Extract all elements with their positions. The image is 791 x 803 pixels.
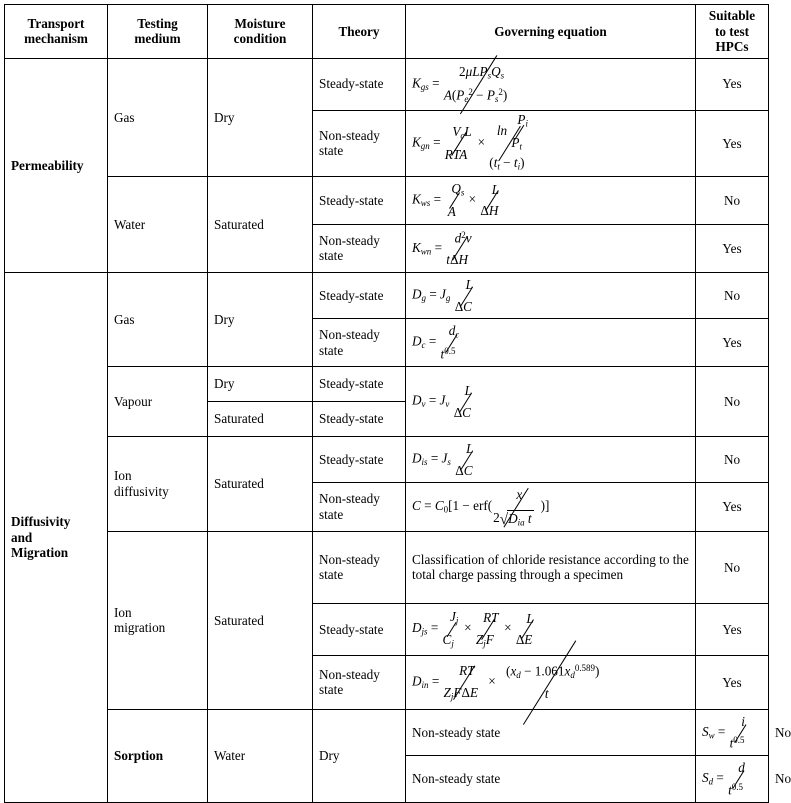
cell-equation: $K_{wn}$ = $d^2v$ tΔH — [406, 224, 696, 272]
cell-theory: Non-steady state — [313, 655, 406, 709]
col-header-suitable-hpcs: Suitable to test HPCs — [696, 5, 769, 59]
col-header-governing-equation: Governing equation — [406, 5, 696, 59]
cell-medium-water: Water — [208, 709, 313, 802]
col-header-transport-mechanism: Transport mechanism — [5, 5, 108, 59]
cell-suitable: No — [696, 437, 769, 483]
cell-suitable: No — [696, 367, 769, 437]
cell-medium-water: Water — [108, 176, 208, 272]
cell-mechanism-permeability: Permeability — [5, 58, 108, 272]
table-row: Sorption Water Dry Non-steady state $S_w$ = i $t^{0.5}$ No — [5, 709, 769, 755]
cell-theory: Non-steady state — [406, 756, 696, 802]
cell-theory: Non-steady state — [313, 110, 406, 176]
cell-moisture-dry: Dry — [208, 272, 313, 366]
cell-theory: Non-steady state — [313, 224, 406, 272]
col-header-testing-medium: Testing medium — [108, 5, 208, 59]
cell-mechanism-diffusivity-migration: Diffusivity and Migration — [5, 272, 108, 802]
cell-suitable: No — [696, 272, 769, 318]
table-row — [5, 531, 769, 603]
cell-equation: $D_{in}$ = RT $Z_jF\Delta E$ × $(x_d - 1.061x_d^{0.589})$ t — [406, 655, 696, 709]
cell-medium-vapour: Vapour — [108, 367, 208, 437]
cell-equation: $K_{gn}$ = $V_cL$ RTA × ln $P_i$ $P_t$ $(t_t - t_i)$ — [406, 110, 696, 176]
cell-medium-gas: Gas — [108, 58, 208, 176]
table-row — [5, 437, 769, 483]
cell-moisture-saturated: Saturated — [208, 176, 313, 272]
cell-suitable: Yes — [696, 655, 769, 709]
cell-suitable: Yes — [696, 483, 769, 532]
table-row — [5, 58, 769, 110]
col-header-moisture-condition: Moisture condition — [208, 5, 313, 59]
table-row — [5, 176, 769, 224]
cell-moisture-dry: Dry — [313, 709, 406, 802]
cell-equation: $D_g = J_g$ L ΔC — [406, 272, 696, 318]
cell-suitable: Yes — [696, 110, 769, 176]
table-row — [5, 272, 769, 318]
cell-equation: $C = C_0[1 - erf$( x $2√D_{ia}$ t )] — [406, 483, 696, 532]
cell-suitable: No — [696, 531, 769, 603]
cell-suitable: Yes — [696, 58, 769, 110]
cell-equation: $K_{ws}$ = $Q_s$ A × L ΔH — [406, 176, 696, 224]
cell-theory: Non-steady state — [313, 319, 406, 367]
cell-theory: Steady-state — [313, 176, 406, 224]
cell-equation: $S_d$ = d $t^{0.5}$ — [696, 756, 769, 802]
cell-theory: Non-steady state — [313, 483, 406, 532]
cell-equation: $D_c$ = $d_c$ $t^{0.5}$ — [406, 319, 696, 367]
table-row: Non-steady state $S_d$ = d $t^{0.5}$ No — [5, 756, 769, 802]
cell-equation: $K_{gs}$ = $2\mu LP_sQ_s$ $A(P_e^2 - P_s^2)$ — [406, 58, 696, 110]
cell-suitable: Yes — [696, 224, 769, 272]
cell-medium-ion-diffusivity: Ion diffusivity — [108, 437, 208, 532]
cell-theory: Steady-state — [313, 603, 406, 655]
cell-theory: Steady-state — [313, 272, 406, 318]
cell-theory: Steady-state — [313, 58, 406, 110]
cell-equation: $D_v = J_v$ L ΔC — [406, 367, 696, 437]
cell-moisture-dry: Dry — [208, 367, 313, 402]
cell-theory: Steady-state — [313, 402, 406, 437]
cell-moisture-saturated: Saturated — [208, 402, 313, 437]
cell-theory: Steady-state — [313, 437, 406, 483]
col-header-theory: Theory — [313, 5, 406, 59]
cell-mechanism-sorption: Sorption — [108, 709, 208, 802]
cell-equation-note: Classification of chloride resistance according to the total charge passing through a specimen — [406, 531, 696, 603]
cell-theory: Non-steady state — [406, 709, 696, 755]
cell-suitable: Yes — [696, 319, 769, 367]
cell-suitable: No — [696, 176, 769, 224]
cell-equation: $S_w$ = i $t^{0.5}$ — [696, 709, 769, 755]
table-row — [5, 367, 769, 402]
cell-theory: Steady-state — [313, 367, 406, 402]
cell-equation: $D_{js}$ = $J_j$ $C_j$ × RT $Z_jF$ × L ΔE — [406, 603, 696, 655]
table-header — [5, 5, 769, 59]
cell-theory: Non-steady state — [313, 531, 406, 603]
cell-moisture-saturated: Saturated — [208, 531, 313, 709]
cell-moisture-dry: Dry — [208, 58, 313, 176]
cell-equation: $D_{is} = J_s$ L ΔC — [406, 437, 696, 483]
cell-moisture-saturated: Saturated — [208, 437, 313, 532]
table-header-row — [5, 5, 769, 59]
cell-medium-ion-migration: Ion migration — [108, 531, 208, 709]
cell-medium-gas: Gas — [108, 272, 208, 366]
cell-suitable: Yes — [696, 603, 769, 655]
table-body — [5, 58, 791, 802]
transport-mechanism-table — [4, 4, 791, 803]
